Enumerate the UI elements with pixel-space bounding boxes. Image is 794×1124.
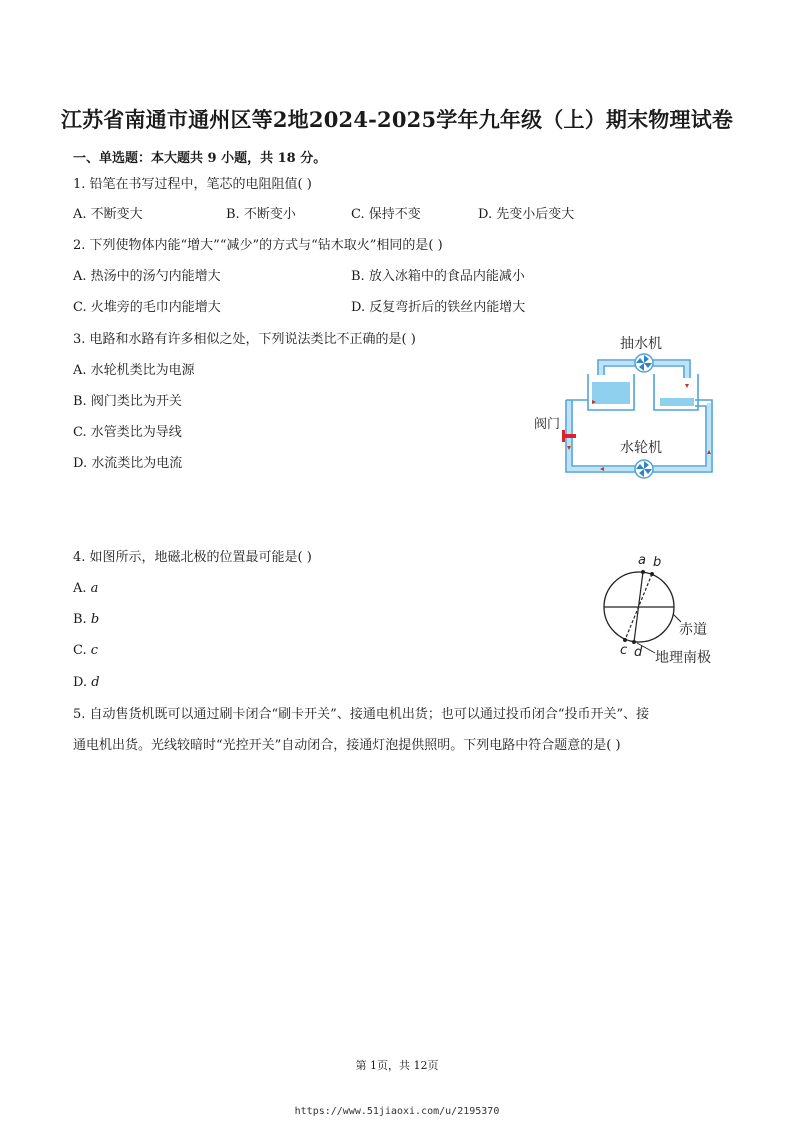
q4-option-c-prefix: C. <box>73 643 91 658</box>
q1-option-d[interactable]: D. 先变小后变大 <box>478 207 575 222</box>
q3-stem: 3. 电路和水路有许多相似之处，下列说法类比不正确的是( ) <box>73 332 416 347</box>
left-beaker <box>566 374 634 410</box>
q1-option-b[interactable]: B. 不断变小 <box>226 207 296 222</box>
q3-option-b[interactable]: B. 阀门类比为开关 <box>73 394 182 409</box>
q4-option-d-var: d <box>91 675 100 690</box>
q1-option-a[interactable]: A. 不断变大 <box>73 207 143 222</box>
equator-label: 赤道 <box>679 622 707 638</box>
valve-label: 阀门 <box>534 417 561 432</box>
q3-option-c[interactable]: C. 水管类比为导线 <box>73 425 182 440</box>
turbine-icon <box>635 460 653 478</box>
equator-pointer <box>673 614 681 622</box>
q1-option-c[interactable]: C. 保持不变 <box>351 207 421 222</box>
point-a-label: a <box>638 553 646 568</box>
earth-magnetic-diagram <box>595 548 725 670</box>
point-b-label: b <box>653 555 662 570</box>
pump-icon <box>635 354 653 372</box>
q2-option-c[interactable]: C. 火堆旁的毛巾内能增大 <box>73 300 221 315</box>
watermark-url[interactable]: https://www.51jiaoxi.com/u/2195370 <box>294 1106 500 1117</box>
q3-option-a[interactable]: A. 水轮机类比为电源 <box>73 363 195 378</box>
q2-option-a[interactable]: A. 热汤中的汤勺内能增大 <box>73 269 221 284</box>
section-heading: 一、单选题：本大题共 9 小题，共 18 分。 <box>73 151 327 166</box>
q4-option-d-prefix: D. <box>73 675 92 690</box>
q3-option-d[interactable]: D. 水流类比为电流 <box>73 456 183 471</box>
q4-option-b-prefix: B. <box>73 612 91 627</box>
q2-stem: 2. 下列使物体内能“增大”“减少”的方式与“钻木取火”相同的是( ) <box>73 238 443 253</box>
pump-label: 抽水机 <box>620 336 662 352</box>
q4-option-a-prefix: A. <box>73 581 91 596</box>
page-footer: 第 1页，共 12页 <box>355 1059 439 1072</box>
page-title: 江苏省南通市通州区等2地2024-2025学年九年级（上）期末物理试卷 <box>60 107 734 132</box>
q4-option-d[interactable] <box>73 674 100 692</box>
right-beaker <box>654 374 698 410</box>
q4-option-c[interactable] <box>73 642 98 660</box>
q4-option-a[interactable] <box>73 580 98 598</box>
q2-option-b[interactable]: B. 放入冰箱中的食品内能减小 <box>351 269 525 284</box>
q5-stem-line2: 通电机出货。光线较暗时“光控开关”自动闭合，接通灯泡提供照明。下列电路中符合题意的是( ) <box>73 738 621 753</box>
q4-option-b[interactable] <box>73 611 99 629</box>
south-pole-label: 地理南极 <box>655 650 711 666</box>
turbine-label: 水轮机 <box>620 440 662 456</box>
q4-option-b-var: b <box>90 612 100 627</box>
water-circuit-diagram <box>530 330 730 490</box>
q4-stem: 4. 如图所示，地磁北极的位置最可能是( ) <box>73 550 312 565</box>
point-d-label: d <box>634 645 643 660</box>
q5-stem-line1: 5. 自动售货机既可以通过刷卡闭合“刷卡开关”、接通电机出货；也可以通过投币闭合“投币开关”、接 <box>73 707 650 722</box>
q1-stem: 1. 铅笔在书写过程中，笔芯的电阻阻值( ) <box>73 177 312 192</box>
point-c-label: c <box>620 643 628 658</box>
q4-option-c-var: c <box>90 643 99 658</box>
q4-option-a-var: a <box>90 581 99 596</box>
q2-option-d[interactable]: D. 反复弯折后的铁丝内能增大 <box>351 300 526 315</box>
